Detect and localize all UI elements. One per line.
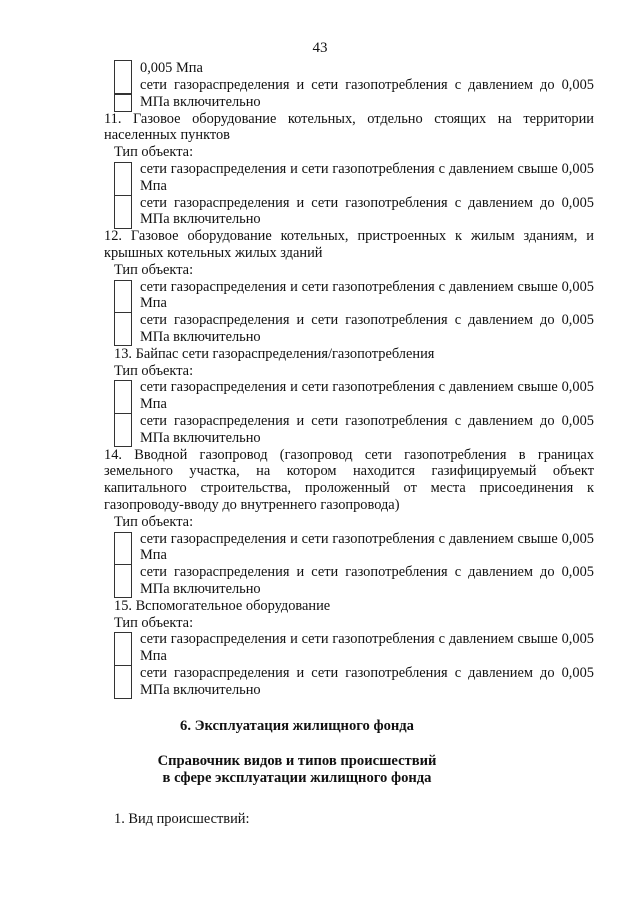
type-label: Тип объекта:: [114, 261, 194, 278]
option-row: [114, 665, 594, 699]
checkbox[interactable]: [114, 380, 132, 414]
option-label: сети газораспределения и сети газопотребления с давлением до 0,005 МПа включительно: [140, 77, 594, 110]
item-title-11: 11. Газовое оборудование котельных, отдельно стоящих на территории населенных пунктов: [104, 110, 594, 144]
option-label: 0,005 Мпа: [140, 60, 203, 76]
reference-title-line-2: в сфере эксплуатации жилищного фонда: [162, 770, 432, 787]
checkbox[interactable]: [114, 665, 132, 699]
option-row: [114, 77, 594, 111]
option-row: [114, 564, 594, 598]
option-row: [114, 161, 594, 195]
checkbox[interactable]: [114, 632, 132, 666]
item-title-13: 13. Байпас сети газораспределения/газопотребления: [114, 345, 435, 362]
page-number: 43: [312, 40, 328, 56]
item-title-14: 14. Вводной газопровод (газопровод сети газопотребления в границах земельного участка, на котором находится газифицируемый объект капитального строительства, проложенный от места присоединения к газопроводу-вводу до внутреннего газопровода): [104, 446, 594, 513]
option-label: сети газораспределения и сети газопотребления с давлением свыше 0,005 Мпа: [140, 530, 594, 564]
option-row: [114, 60, 594, 77]
option-label: сети газораспределения и сети газопотребления с давлением до 0,005 МПа включительно: [140, 664, 594, 698]
option-row: [114, 379, 594, 413]
type-label: Тип объекта:: [114, 614, 194, 631]
checkbox[interactable]: [114, 564, 132, 598]
option-row: [114, 531, 594, 565]
option-row: [114, 195, 594, 229]
type-label: Тип объекта:: [114, 513, 194, 530]
checkbox[interactable]: [114, 532, 132, 566]
reference-title: [0, 753, 594, 787]
type-label: Тип объекта:: [114, 362, 194, 379]
option-label: сети газораспределения и сети газопотребления с давлением до 0,005 МПа включительно: [140, 312, 594, 345]
type-label: Тип объекта:: [114, 144, 194, 161]
option-label: сети газораспределения и сети газопотребления с давлением свыше 0,005 Мпа: [140, 631, 594, 665]
section-title: 6. Эксплуатация жилищного фонда: [180, 718, 414, 735]
option-row: [114, 413, 594, 447]
item-title-12: 12. Газовое оборудование котельных, пристроенных к жилым зданиям, и крышных котельных жилых зданий: [104, 228, 594, 261]
checkbox[interactable]: [114, 195, 132, 229]
option-label: сети газораспределения и сети газопотребления с давлением свыше 0,005 Мпа: [140, 278, 594, 312]
option-row: [114, 312, 594, 346]
option-label: сети газораспределения и сети газопотребления с давлением до 0,005 МПа включительно: [140, 412, 594, 446]
option-label: сети газораспределения и сети газопотребления с давлением свыше 0,005 Мпа: [140, 160, 594, 194]
checkbox[interactable]: [114, 280, 132, 314]
item-title-15: 15. Вспомогательное оборудование: [114, 597, 331, 614]
checkbox[interactable]: [114, 162, 132, 196]
kind-label: 1. Вид происшествий:: [114, 811, 250, 828]
option-label: сети газораспределения и сети газопотребления с давлением свыше 0,005 Мпа: [140, 379, 594, 413]
document-content: [104, 60, 594, 828]
option-label: сети газораспределения и сети газопотребления с давлением до 0,005 МПа включительно: [140, 564, 594, 597]
checkbox[interactable]: [114, 312, 132, 346]
option-row: [114, 631, 594, 665]
checkbox[interactable]: [114, 94, 132, 112]
option-label: сети газораспределения и сети газопотребления с давлением до 0,005 МПа включительно: [140, 194, 594, 228]
option-row: [114, 279, 594, 313]
checkbox[interactable]: [114, 413, 132, 447]
reference-title-line-1: Справочник видов и типов происшествий: [157, 753, 437, 770]
